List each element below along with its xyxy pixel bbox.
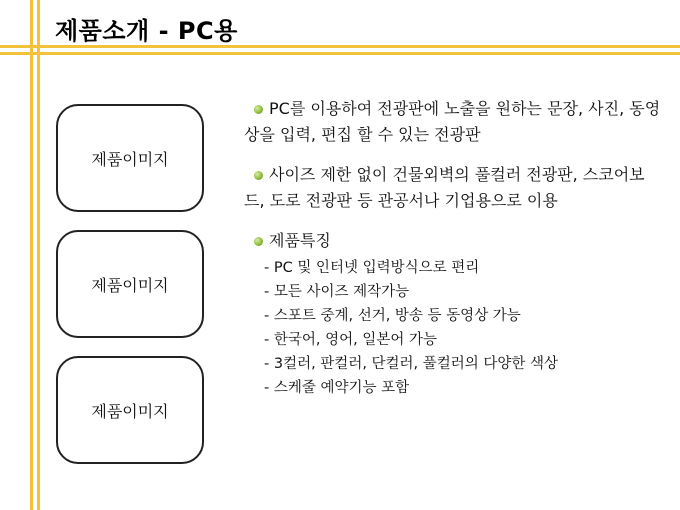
bullet-dot-icon [254, 237, 263, 246]
description-area [244, 96, 664, 400]
description-paragraph-2 [244, 162, 664, 214]
feature-item: - 스케줄 예약기능 포함 [264, 380, 410, 396]
product-image-label: 제품이미지 [91, 275, 169, 295]
left-accent-line-2 [37, 0, 40, 510]
feature-item: - 한국어, 영어, 일본어 가능 [264, 332, 437, 348]
product-image-box-2 [56, 230, 204, 338]
bullet-dot-icon [254, 105, 263, 114]
description-paragraph-1 [244, 96, 664, 148]
header-accent-line-2 [0, 52, 680, 55]
feature-item: - PC 및 인터넷 입력방식으로 편리 [264, 260, 480, 276]
feature-item: - 모든 사이즈 제작가능 [264, 284, 410, 300]
product-image-label: 제품이미지 [91, 401, 169, 421]
left-accent-line-1 [30, 0, 33, 510]
bullet-dot-icon [254, 171, 263, 180]
product-image-label: 제품이미지 [91, 149, 169, 169]
features-title: 제품특징 [269, 231, 331, 250]
description-text: 사이즈 제한 없이 건물외벽의 풀컬러 전광판, 스코어보드, 도로 전광판 등 관공서나 기업용으로 이용 [244, 165, 645, 210]
features-list [244, 256, 664, 400]
product-image-box-1 [56, 104, 204, 212]
feature-item: - 3컬러, 판컬러, 단컬러, 풀컬러의 다양한 색상 [264, 356, 559, 372]
features-heading [244, 228, 664, 254]
feature-item: - 스포트 중계, 선거, 방송 등 동영상 가능 [264, 308, 521, 324]
description-text: PC를 이용하여 전광판에 노출을 원하는 문장, 사진, 동영상을 입력, 편집 할 수 있는 전광판 [244, 99, 661, 144]
product-image-box-3 [56, 356, 204, 464]
slide-title: 제품소개 - PC용 [55, 17, 238, 45]
